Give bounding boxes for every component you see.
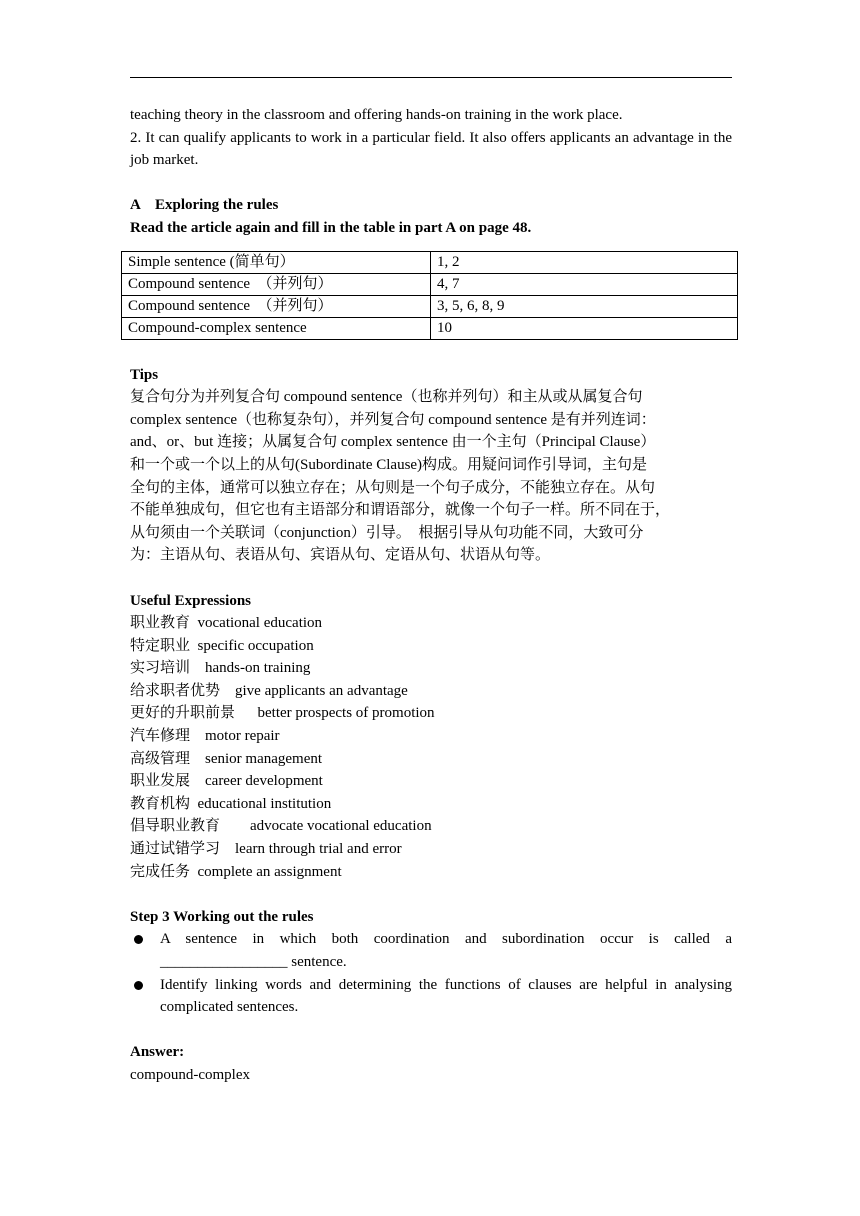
tips-line: complex sentence（也称复杂句），并列复合句 compound sentence 是有并列连词：: [130, 411, 656, 428]
expression-item: 教育机构 educational institution: [130, 795, 332, 812]
step-3-section: [130, 906, 732, 1019]
tips-line: 从句须由一个关联词（conjunction）引导。 根据引导从句功能不同，大致可分: [130, 524, 644, 541]
tips-line: 和一个或一个以上的从句(Subordinate Clause)构成。用疑问词作引导词，主句是: [130, 456, 648, 473]
table-cell-answer: 4, 7: [431, 273, 738, 295]
expression-item: 特定职业 specific occupation: [130, 637, 314, 654]
table-row: [122, 251, 738, 273]
table-cell-type: Simple sentence (简单句）: [122, 251, 431, 273]
table-cell-answer: 10: [431, 317, 738, 339]
expression-item: 职业教育 vocational education: [130, 615, 323, 632]
expression-item: 职业发展 career development: [130, 773, 323, 790]
expression-item: 汽车修理 motor repair: [130, 728, 280, 745]
tips-line: 全句的主体，通常可以独立存在；从句则是一个句子成分，不能独立存在。从句: [130, 479, 656, 496]
header-rule: [130, 77, 732, 78]
table-row: [122, 273, 738, 295]
list-item: [130, 928, 732, 973]
table-cell-answer: 3, 5, 6, 8, 9: [431, 295, 738, 317]
tips-line: 不能单独成句，但它也有主语部分和谓语部分，就像一个句子一样。所不同在于，: [130, 502, 671, 519]
sentence-type-table: [121, 251, 738, 340]
expression-item: 高级管理 senior management: [130, 750, 323, 767]
expression-item: 完成任务 complete an assignment: [130, 863, 342, 880]
document-body: [130, 104, 732, 1087]
expressions-heading: Useful Expressions: [130, 592, 251, 609]
expression-item: 给求职者优势 give applicants an advantage: [130, 682, 408, 699]
answer-heading: Answer:: [130, 1044, 185, 1061]
table-row: [122, 295, 738, 317]
tips-line: 为：主语从句、表语从句、宾语从句、定语从句、状语从句等。: [130, 547, 551, 564]
expression-item: 实习培训 hands-on training: [130, 660, 311, 677]
table-cell-type: Compound sentence （并列句）: [122, 295, 431, 317]
section-a-heading: A Exploring the rules: [130, 197, 279, 214]
table-cell-type: Compound-complex sentence: [122, 317, 431, 339]
tips-section: [130, 364, 732, 567]
step-3-heading: Step 3 Working out the rules: [130, 908, 314, 925]
intro-point-2: 2. It can qualify applicants to work in a particular field. It also offers applicants an advantage in the job market.: [130, 129, 732, 169]
bullet-dot-icon: [134, 981, 143, 990]
table-cell-type: Compound sentence （并列句）: [122, 273, 431, 295]
expression-item: 更好的升职前景 better prospects of promotion: [130, 705, 435, 722]
rules-bullet-list: [130, 928, 732, 1018]
bullet-dot-icon: [134, 935, 143, 944]
bullet-text: Identify linking words and determining the functions of clauses are helpful in analysing complicated sentences.: [160, 976, 732, 1016]
intro-line: teaching theory in the classroom and offering hands-on training in the work place.: [130, 107, 623, 123]
useful-expressions-section: [130, 590, 732, 884]
expression-item: 通过试错学习 learn through trial and error: [130, 841, 402, 858]
section-a-instruction: Read the article again and fill in the table in part A on page 48.: [130, 219, 532, 236]
list-item: [130, 974, 732, 1019]
tips-line: and、or、but 连接；从属复合句 complex sentence 由一个主句（Principal Clause）: [130, 434, 656, 451]
expression-item: 倡导职业教育 advocate vocational education: [130, 818, 432, 835]
answer-text: compound-complex: [130, 1066, 250, 1083]
answer-section: [130, 1041, 732, 1086]
table-cell-answer: 1, 2: [431, 251, 738, 273]
tips-heading: Tips: [130, 366, 159, 383]
table-row: [122, 317, 738, 339]
bullet-text: A sentence in which both coordination and subordination occur is called a _________________ sentence.: [160, 931, 732, 970]
tips-line: 复合句分为并列复合句 compound sentence（也称并列句）和主从或从属复合句: [130, 389, 643, 406]
